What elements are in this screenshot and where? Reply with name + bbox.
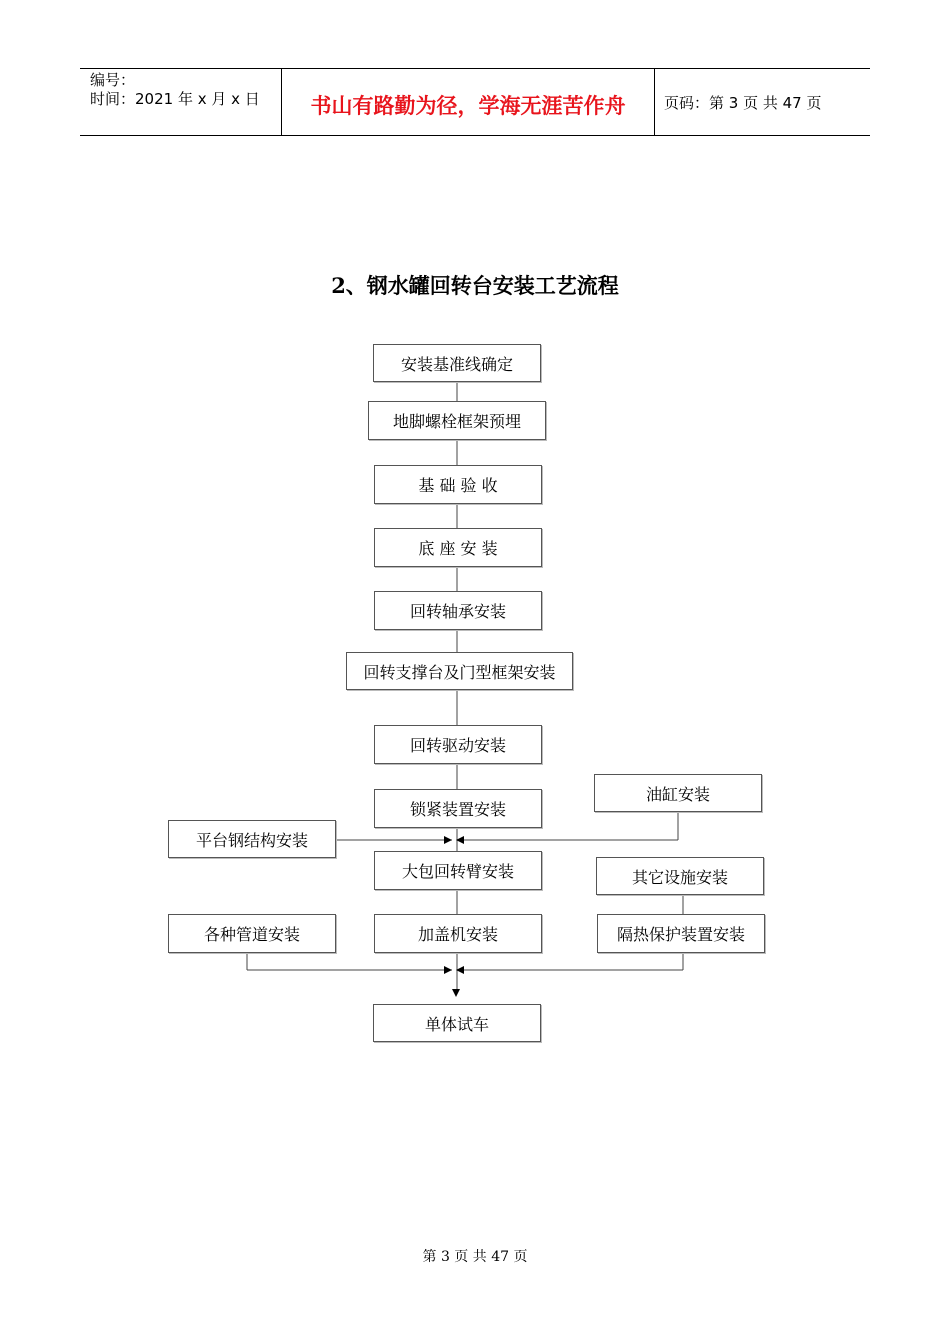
step-locking-box: 锁紧装置安装	[374, 789, 542, 828]
step-ladle-arm-box: 大包回转臂安装	[374, 851, 542, 890]
step-foundation-box: 基 础 验 收	[374, 465, 542, 504]
header-page-info: 页码：第 3 页 共 47 页	[664, 94, 822, 112]
header-code-label: 编号：	[90, 71, 136, 89]
step-bearing-box: 回转轴承安装	[374, 591, 542, 630]
step-heat-shield-box: 隔热保护装置安装	[597, 914, 765, 953]
document-title: 2、钢水罐回转台安装工艺流程	[331, 273, 619, 298]
step-support-frame-box: 回转支撑台及门型框架安装	[346, 652, 573, 690]
step-baseline-box: 安装基准线确定	[373, 344, 541, 382]
page-footer: 第 3 页 共 47 页	[422, 1249, 528, 1265]
step-base-box: 底 座 安 装	[374, 528, 542, 567]
header-motto: 书山有路勤为径，学海无涯苦作舟	[310, 94, 626, 118]
step-platform-box: 平台钢结构安装	[168, 820, 336, 858]
step-drive-box: 回转驱动安装	[374, 725, 542, 764]
header-date-label: 时间：2021 年 x 月 x 日	[90, 90, 260, 108]
step-anchor-bolt-box: 地脚螺栓框架预埋	[368, 401, 546, 440]
step-other-facilities-box: 其它设施安装	[596, 857, 764, 895]
step-cover-machine-box: 加盖机安装	[374, 914, 542, 953]
step-oil-cylinder-box: 油缸安装	[594, 774, 762, 812]
step-test-run-box: 单体试车	[373, 1004, 541, 1042]
step-pipes-box: 各种管道安装	[168, 914, 336, 953]
